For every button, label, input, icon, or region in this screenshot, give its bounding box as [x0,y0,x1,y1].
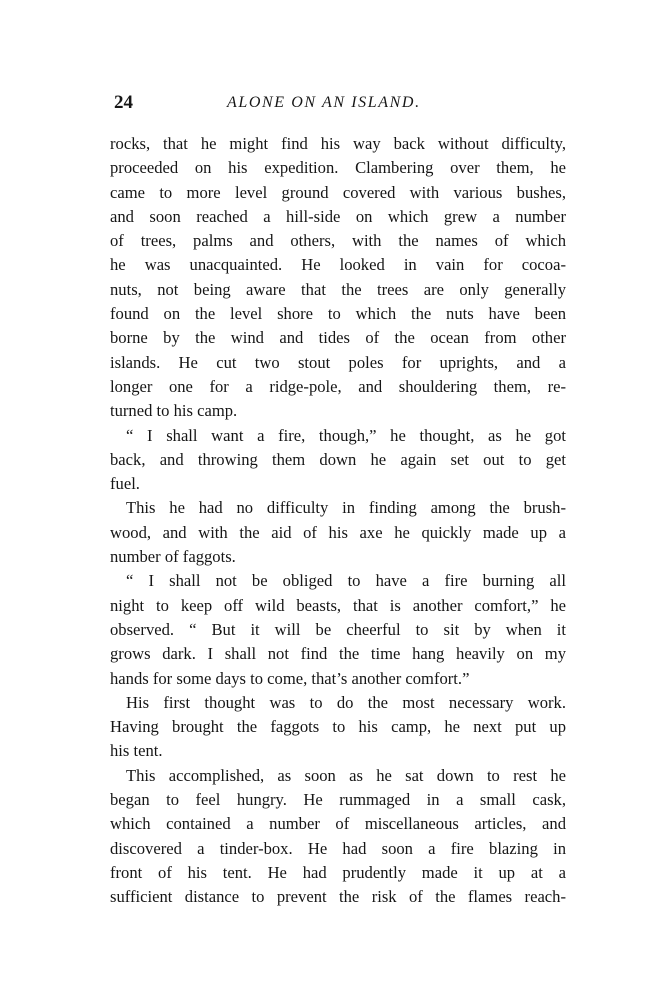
text-line: His first thought was to do the most necessary work. [126,692,566,712]
body-text [110,132,566,910]
page-number: 24 [114,92,133,113]
text-line: grows dark. I shall not find the time hang heavily on my [110,644,566,664]
text-line: discovered a tinder-box. He had soon a fire blazing in [110,838,566,858]
running-head [114,92,564,114]
text-line: which contained a number of miscellaneous articles, and [110,814,566,834]
text-line: and soon reached a hill-side on which grew a number [110,206,566,226]
text-line: proceeded on his expedition. Clambering over them, he [110,158,566,178]
text-line: “ I shall want a fire, though,” he thought, as he got [126,425,566,445]
text-line: This he had no difficulty in finding among the brush- [126,498,566,518]
text-line: sufficient distance to prevent the risk of the flames reach- [110,887,566,907]
running-title: ALONE ON AN ISLAND. [227,94,421,111]
text-line: nuts, not being aware that the trees are only generally [110,279,566,299]
text-line: he was unacquainted. He looked in vain for cocoa- [110,255,566,275]
text-line: found on the level shore to which the nuts have been [110,304,566,324]
text-line: turned to his camp. [110,401,238,421]
text-line: islands. He cut two stout poles for uprights, and a [110,352,566,372]
text-line: hands for some days to come, that’s another comfort.” [110,668,470,688]
text-line: “ I shall not be obliged to have a fire burning all [126,571,566,591]
text-line: borne by the wind and tides of the ocean from other [110,328,566,348]
text-line: of trees, palms and others, with the names of which [110,231,566,251]
text-line: fuel. [110,474,140,494]
text-line: observed. “ But it will be cheerful to sit by when it [110,619,566,639]
text-line: longer one for a ridge-pole, and shouldering them, re- [110,376,566,396]
text-line: This accomplished, as soon as he sat down to rest he [126,765,566,785]
text-line: his tent. [110,741,163,761]
text-line: night to keep off wild beasts, that is another comfort,” he [110,595,566,615]
text-line: number of faggots. [110,547,236,567]
text-line: Having brought the faggots to his camp, he next put up [110,717,566,737]
text-line: came to more level ground covered with various bushes, [110,182,566,202]
text-line: rocks, that he might find his way back without difficulty, [110,134,566,153]
text-line: began to feel hungry. He rummaged in a small cask, [110,790,566,810]
text-line: back, and throwing them down he again set out to get [110,449,566,469]
text-line: wood, and with the aid of his axe he quickly made up a [110,522,566,542]
text-line: front of his tent. He had prudently made it up at a [110,862,566,882]
